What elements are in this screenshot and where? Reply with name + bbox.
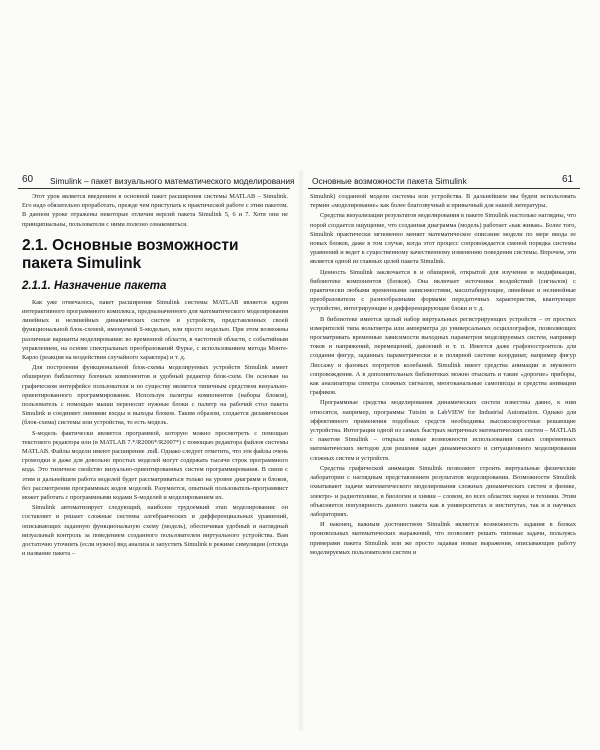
body-paragraph: И наконец, важным достоинством Simulink является возможность задания в блоках произвольных математических выражений, что позволяет решать типовые задачи, пользуясь примерами пакета Simulink или же просто задавая новые выражения, описывающие работу моделируемых пользователем систем и bbox=[310, 521, 576, 556]
body-paragraph: Simulink автоматизирует следующий, наиболее трудоемкий этап моделирования: он составляет и решает сложные системы алгебраических и дифференциальных уравнений, описывающих заданную функциональную схему (модель), обеспечивая удобный и наглядный визуальный контроль за поведением созданного пользователем виртуального устройства. Вам достаточно уточнить (если нужно) вид анализа и запустить Simulink в режиме симуляции (отсюда и название пакета – bbox=[22, 504, 288, 558]
right-page-number: 61 bbox=[562, 174, 574, 185]
section-title: 2.1. Основные возможности пакета Simulink bbox=[22, 236, 239, 272]
left-page-body bbox=[22, 192, 288, 560]
body-paragraph: Программные средства моделирования динамических систем известны давно, к ним относятся, например, программы Tutsim и LabVIEW for Industrial Automation. Однако для эффективного применения подобных средств необходимы высокоскоростные решающие устройства. Интеграция одной из самых быстрых матричных математических систем – MATLAB с пакетом Simulink – открыла новые возможности использования самых современных математических методов для решения задач динамического и ситуационного моделирования сложных систем и устройств. bbox=[310, 399, 576, 462]
body-paragraph: S-модель фактически является программой, которую можно просмотреть с помощью текстового редактора или (в MATLAB 7.*/R2006*/R2007*) с помощью редактора файлов системы MATLAB. Файлы модели имеют расширение .mdl. Однако следует отметить, что эти файлы очень громоздки и даже для довольно простых моделей могут содержать тысячи строк программного кода. Это типичное свойство визуально-ориентированных систем программирования. В связи с этим и дальнейшем работа моделей будет рассматриваться только на уровне диаграмм и блоков, без рассмотрения программных кодов моделей. Разумеется, опытный пользователь-программист может работать с программными кодами S-моделей и моделированием их. bbox=[22, 429, 288, 502]
body-paragraph: Ценность Simulink заключается в и обширной, открытой для изучения и модификации, библиотеке компонентов (блоков). Она включает источники воздействий (сигналов) с практически любыми временными зависимостями, масштабирующие, линейные и нелинейные преобразователи с разнообразными формами передаточных характеристик, квантующее устройство, интегрирующие и дифференцирующие блоки и т. д. bbox=[310, 268, 576, 313]
body-paragraph: Средства визуализации результатов моделирования в пакете Simulink настолько наглядны, что порой создается ощущение, что созданная диаграмма (модель) работает «как живая». Более того, Simulink практически мгновенно меняет математическое описание модели по мере ввода ее новых блоков, даже в том случае, когда этот процесс сопровождается сменой порядка системы уравнений и ведет к существенному качественному изменению поведения системы. Впрочем, эти является одной из главных целей пакета Simulink. bbox=[310, 212, 576, 266]
left-page-number: 60 bbox=[22, 174, 34, 185]
body-paragraph: Как уже отмечалось, пакет расширения Simulink системы MATLAB является ядром интерактивного программного комплекса, предназначенного для математического моделирования линейных и нелинейных динамических систем и устройств, представленных своей функциональной блок-схемой, именуемой S-моделью, или просто моделью. При этом возможны различные варианты моделирования: во временной области, в частотной области, с событийным управлением, на основе спектральных преобразований Фурье, с использованием метода Монте-Карло (реакция на воздействия случайного характера) и т. д. bbox=[22, 298, 288, 362]
right-header-rule bbox=[308, 188, 580, 189]
subsection-title: 2.1.1. Назначение пакета bbox=[22, 279, 167, 292]
intro-paragraph: Этот урок является введением в основной пакет расширения системы MATLAB – Simulink. Его надо обязательно проработать, прежде чем приступать к практической работе с этим пакетом. В данном уроке отражены некоторые отличия версий пакета Simulink 5, 6 и 7. Хотя они не принципиальны, пользователи с ними полезно ознакомиться. bbox=[22, 193, 288, 228]
body-paragraph: В библиотеке имеется целый набор виртуальных регистрирующих устройств – от простых измерителей типа вольтметра или амперметра до универсальных осциллографов, позволяющих просматривать временные зависимости выходных параметров моделируемых систем, например токов и напряжений, перемещений, давлений и т. п. Имеется даже графопостроитель для создания фигур, заданных параметрически и в полярной системе координат, например фигур Лиссажу и фазовых портретов колебаний. Simulink имеет средства анимации и звукового сопровождения. А в дополнительных библиотеках можно отыскать и такие «дорогие» приборы, как анализаторы спектра сложных сигналов, многоканальные самописцы и средства анимации графиков. bbox=[310, 315, 576, 397]
body-paragraph: Средства графической анимации Simulink позволяют строить виртуальные физические лаборатории с наглядным представлением результатов моделирования. Возможности Simulink охватывают задачи математического моделирования сложных динамических систем в физике, электро- и радиотехнике, в биологии и химии – словом, во всех областях науки и техники. Этим объясняется популярность данного пакета как в университетах и институтах, так и в научных лабораториях. bbox=[310, 464, 576, 518]
right-page-body bbox=[310, 192, 576, 558]
body-paragraph: Для построения функциональной блок-схемы моделируемых устройств Simulink имеет обширную библиотеку блочных компонентов и удобный редактор блок-схем. Он основан на графическом интерфейсе пользователя и по существу является типичным средством визуально-ориентированного программирования. Используя палитры компонентов (наборы блоков), пользователь с помощью мыши переносит нужные блоки с палитр на рабочий стол пакета Simulink и соединяет линиями входы и выходы блоков. Таким образом, создается дизамическая (блок-схема) системы или устройства, то есть модель. bbox=[22, 364, 288, 427]
book-gutter bbox=[298, 170, 304, 730]
left-running-head: Simulink – пакет визуального математического моделирования bbox=[50, 176, 295, 186]
right-running-head: Основные возможности пакета Simulink bbox=[312, 176, 467, 186]
body-paragraph: Simulink) созданной модели системы или устройства. В дальнейшем мы будем использовать термин «моделирование» как более благозвучный и привычный для нашей литературы. bbox=[310, 193, 576, 210]
left-header-rule bbox=[18, 188, 290, 189]
